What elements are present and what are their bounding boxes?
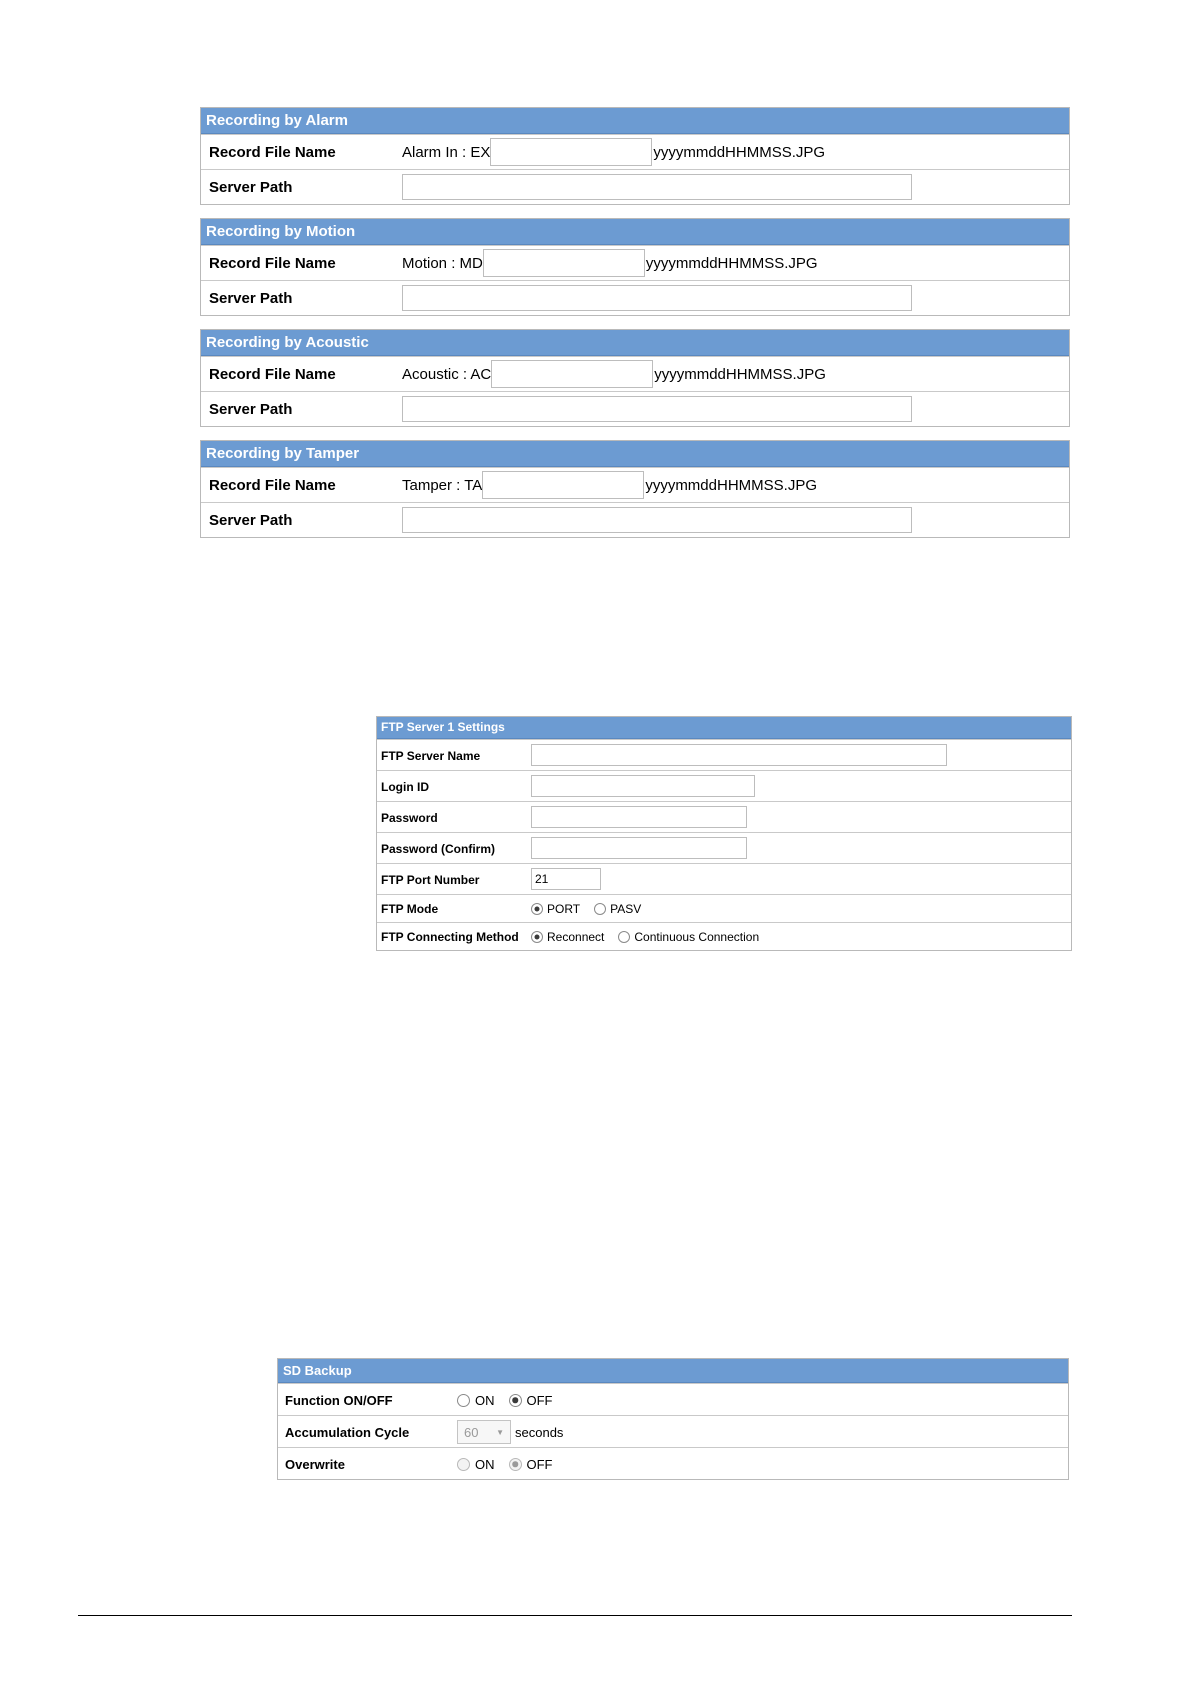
- panel-title: SD Backup: [278, 1359, 1068, 1383]
- accumulation-cycle-value: 60: [464, 1424, 479, 1440]
- password-control: [531, 806, 747, 828]
- file-name-input[interactable]: [490, 138, 652, 166]
- server-path-label: Server Path: [209, 290, 293, 307]
- continuous-connection-label: Continuous Connection: [634, 930, 760, 944]
- record-file-name-row: [201, 134, 1069, 169]
- ftp-server-name-label: FTP Server Name: [381, 749, 481, 763]
- server-path-label: Server Path: [209, 512, 293, 529]
- ftp-port-label: FTP Port Number: [381, 873, 480, 887]
- accumulation-cycle-unit: seconds: [515, 1424, 564, 1440]
- password-confirm-input[interactable]: [531, 837, 747, 859]
- login-id-control: [531, 775, 755, 797]
- ftp-mode-pasv-radio[interactable]: [594, 903, 606, 915]
- password-confirm-label: Password (Confirm): [381, 842, 496, 856]
- record-file-name-row: [201, 245, 1069, 280]
- file-name-input[interactable]: [491, 360, 653, 388]
- server-path-row: [201, 391, 1069, 426]
- ftp-mode-label: FTP Mode: [381, 902, 439, 916]
- panel-title: FTP Server 1 Settings: [377, 717, 1071, 739]
- panel-title: Recording by Alarm: [201, 108, 1069, 134]
- reconnect-radio[interactable]: [531, 931, 543, 943]
- file-name-suffix: yyyymmddHHMMSS.JPG: [654, 365, 826, 383]
- ftp-connecting-method-label: FTP Connecting Method: [381, 930, 519, 944]
- accumulation-cycle-row: [278, 1415, 1068, 1447]
- function-off-radio[interactable]: [509, 1394, 522, 1407]
- record-file-name-row: [201, 467, 1069, 502]
- panel-title: Recording by Acoustic: [201, 330, 1069, 356]
- file-name-prefix: Alarm In : EX: [402, 143, 491, 161]
- overwrite-control: [457, 1452, 567, 1476]
- ftp-server-name-input[interactable]: [531, 744, 947, 766]
- file-name-suffix: yyyymmddHHMMSS.JPG: [645, 254, 818, 272]
- continuous-connection-radio[interactable]: [618, 931, 630, 943]
- record-file-name-row: [201, 356, 1069, 391]
- server-path-label: Server Path: [209, 401, 293, 418]
- overwrite-row: [278, 1447, 1068, 1479]
- ftp-connecting-method-row: [377, 922, 1071, 950]
- ftp-connecting-method-control: [531, 926, 773, 948]
- login-id-row: [377, 770, 1071, 801]
- ftp-mode-port-label: PORT: [547, 902, 581, 916]
- overwrite-on-label: ON: [475, 1456, 495, 1472]
- ftp-server-name-control: [531, 744, 947, 766]
- ftp-mode-port-radio[interactable]: [531, 903, 543, 915]
- function-on-off-row: [278, 1383, 1068, 1415]
- accumulation-cycle-select[interactable]: [457, 1420, 511, 1444]
- password-confirm-row: [377, 832, 1071, 863]
- password-row: [377, 801, 1071, 832]
- overwrite-off-radio[interactable]: [509, 1458, 522, 1471]
- recording-motion-panel: [200, 218, 1070, 316]
- accumulation-cycle-label: Accumulation Cycle: [285, 1425, 410, 1440]
- chevron-down-icon: ▼: [496, 1427, 504, 1437]
- file-name-suffix: yyyymmddHHMMSS.JPG: [653, 143, 826, 161]
- server-path-input[interactable]: [402, 285, 912, 311]
- function-on-off-control: [457, 1388, 567, 1412]
- overwrite-off-label: OFF: [526, 1456, 553, 1472]
- overwrite-on-radio[interactable]: [457, 1458, 470, 1471]
- sd-backup-panel: [277, 1358, 1069, 1480]
- reconnect-label: Reconnect: [547, 930, 605, 944]
- server-path-row: [201, 280, 1069, 315]
- file-name-control: [402, 360, 826, 388]
- server-path-row: [201, 502, 1069, 537]
- ftp-mode-control: [531, 898, 655, 920]
- file-name-input[interactable]: [483, 249, 645, 277]
- ftp-mode-pasv-label: PASV: [610, 902, 642, 916]
- server-path-input[interactable]: [402, 396, 912, 422]
- ftp-port-control: [531, 868, 601, 890]
- panel-title: Recording by Motion: [201, 219, 1069, 245]
- ftp-server-settings-panel: [376, 716, 1072, 951]
- password-input[interactable]: [531, 806, 747, 828]
- record-file-name-label: Record File Name: [209, 477, 336, 494]
- recording-alarm-panel: [200, 107, 1070, 205]
- server-path-input[interactable]: [402, 507, 912, 533]
- ftp-port-row: [377, 863, 1071, 894]
- accumulation-cycle-control: [457, 1420, 563, 1444]
- file-name-control: [402, 138, 825, 166]
- recording-tamper-panel: [200, 440, 1070, 538]
- server-path-row: [201, 169, 1069, 204]
- file-name-input[interactable]: [482, 471, 644, 499]
- file-name-control: [402, 249, 818, 277]
- server-path-label: Server Path: [209, 179, 293, 196]
- ftp-server-name-row: [377, 739, 1071, 770]
- record-file-name-label: Record File Name: [209, 144, 336, 161]
- panel-title: Recording by Tamper: [201, 441, 1069, 467]
- ftp-port-input[interactable]: [531, 868, 601, 890]
- page-footer-divider: [78, 1615, 1072, 1616]
- server-path-input[interactable]: [402, 174, 912, 200]
- recording-acoustic-panel: [200, 329, 1070, 427]
- file-name-prefix: Tamper : TA: [402, 476, 483, 494]
- file-name-prefix: Acoustic : AC: [402, 365, 492, 383]
- function-on-radio[interactable]: [457, 1394, 470, 1407]
- function-off-label: OFF: [526, 1392, 553, 1408]
- file-name-control: [402, 471, 817, 499]
- file-name-prefix: Motion : MD: [402, 254, 483, 272]
- file-name-suffix: yyyymmddHHMMSS.JPG: [645, 476, 817, 494]
- record-file-name-label: Record File Name: [209, 255, 336, 272]
- function-on-label: ON: [475, 1392, 495, 1408]
- record-file-name-label: Record File Name: [209, 366, 336, 383]
- login-id-input[interactable]: [531, 775, 755, 797]
- password-label: Password: [381, 811, 438, 825]
- password-confirm-control: [531, 837, 747, 859]
- ftp-mode-row: [377, 894, 1071, 922]
- login-id-label: Login ID: [381, 780, 429, 794]
- function-on-off-label: Function ON/OFF: [285, 1393, 393, 1408]
- overwrite-label: Overwrite: [285, 1457, 345, 1472]
